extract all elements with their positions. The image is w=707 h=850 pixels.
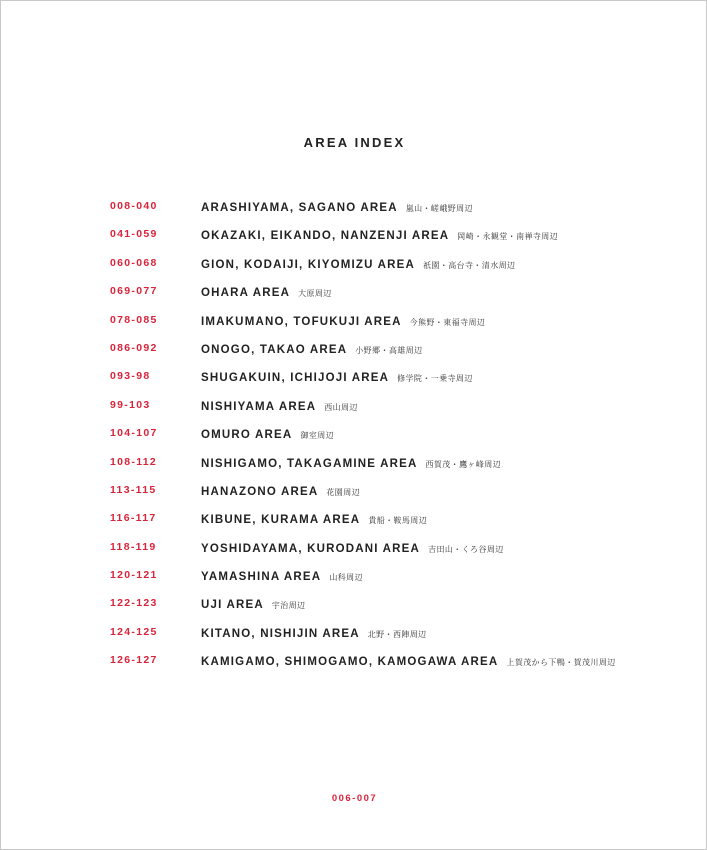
index-row [1, 624, 707, 652]
page-range: 060-068 [110, 256, 158, 269]
area-name: HANAZONO AREA [201, 485, 319, 498]
index-row [1, 482, 707, 510]
area-name: YOSHIDAYAMA, KURODANI AREA [201, 542, 421, 555]
page-range: 086-092 [110, 341, 158, 354]
area-entry [201, 425, 334, 443]
area-entry [201, 539, 504, 557]
area-japanese-name: 西山周辺 [324, 402, 358, 412]
page-range: 108-112 [110, 455, 158, 468]
area-name: NISHIGAMO, TAKAGAMINE AREA [201, 457, 418, 470]
area-japanese-name: 小野郷・高雄周辺 [355, 345, 423, 355]
area-name: KITANO, NISHIJIN AREA [201, 627, 360, 640]
index-row [1, 198, 707, 226]
area-entry [201, 652, 616, 670]
index-row [1, 340, 707, 368]
area-name: KIBUNE, KURAMA AREA [201, 514, 361, 527]
area-japanese-name: 上賀茂から下鴨・賀茂川周辺 [506, 658, 616, 668]
area-name: YAMASHINA AREA [201, 571, 322, 584]
area-entry [201, 397, 358, 415]
area-entry [201, 454, 501, 472]
page-range: 120-121 [110, 569, 158, 582]
area-japanese-name: 西賀茂・鷹ヶ峰周辺 [425, 459, 502, 469]
area-entry [201, 340, 422, 358]
page-range: 104-107 [110, 427, 158, 440]
index-row [1, 539, 707, 567]
area-japanese-name: 祇園・高台寺・清水周辺 [423, 260, 516, 270]
area-japanese-name: 嵐山・嵯峨野周辺 [405, 204, 473, 213]
area-name: ONOGO, TAKAO AREA [201, 343, 348, 356]
index-row [1, 425, 707, 453]
page-range: 116-117 [110, 512, 157, 525]
area-name: UJI AREA [201, 599, 264, 612]
index-row [1, 226, 707, 254]
area-name: OHARA AREA [201, 287, 291, 300]
page-range: 041-059 [110, 228, 158, 241]
area-name: SHUGAKUIN, ICHIJOJI AREA [201, 372, 390, 385]
page-number: 006-007 [331, 793, 378, 804]
area-name: OMURO AREA [201, 429, 293, 442]
index-row [1, 283, 707, 311]
page-range: 122-123 [110, 597, 158, 610]
index-row [1, 255, 707, 283]
area-index-list [1, 198, 707, 681]
area-entry [201, 312, 485, 330]
page-range: 078-085 [110, 313, 158, 326]
area-entry [201, 198, 473, 216]
area-japanese-name: 山科周辺 [329, 573, 363, 583]
index-row [1, 397, 707, 425]
page-range: 99-103 [110, 398, 151, 411]
area-name: IMAKUMANO, TOFUKUJI AREA [201, 315, 402, 328]
index-row [1, 567, 707, 595]
area-entry [201, 283, 332, 301]
area-japanese-name: 大原周辺 [298, 289, 332, 299]
index-row [1, 454, 707, 482]
area-name: OKAZAKI, EIKANDO, NANZENJI AREA [201, 230, 450, 243]
area-entry [201, 595, 305, 613]
area-name: KAMIGAMO, SHIMOGAMO, KAMOGAWA AREA [201, 656, 499, 669]
area-entry [201, 368, 473, 386]
page-title: AREA INDEX [303, 135, 406, 150]
area-name: NISHIYAMA AREA [201, 400, 317, 413]
area-entry [201, 624, 427, 642]
index-row [1, 595, 707, 623]
page-range: 113-115 [110, 483, 157, 496]
area-japanese-name: 御室周辺 [300, 431, 335, 441]
area-name: GION, KODAIJI, KIYOMIZU AREA [201, 258, 415, 271]
area-japanese-name: 貴船・鞍馬周辺 [368, 516, 428, 526]
area-japanese-name: 吉田山・くろ谷周辺 [428, 544, 504, 554]
page-range: 126-127 [110, 654, 158, 667]
page-range: 118-119 [110, 540, 157, 553]
page-range: 069-077 [110, 285, 158, 298]
area-name: ARASHIYAMA, SAGANO AREA [201, 202, 398, 214]
index-row [1, 510, 707, 538]
page-range: 124-125 [110, 625, 158, 638]
page-range: 008-040 [110, 200, 158, 212]
area-japanese-name: 花園周辺 [326, 487, 361, 497]
area-japanese-name: 宇治周辺 [271, 601, 306, 611]
area-entry [201, 510, 427, 528]
area-entry [201, 226, 558, 244]
area-japanese-name: 北野・西陣周辺 [367, 629, 427, 639]
area-entry [201, 255, 515, 273]
area-entry [201, 482, 360, 500]
index-row [1, 312, 707, 340]
area-entry [201, 567, 363, 585]
index-row [1, 652, 707, 680]
area-japanese-name: 岡崎・永観堂・南禅寺周辺 [457, 232, 559, 242]
area-japanese-name: 今熊野・東福寺周辺 [409, 317, 486, 327]
index-row [1, 368, 707, 396]
page-range: 093-98 [110, 370, 151, 383]
area-japanese-name: 修学院・一乗寺周辺 [397, 374, 473, 384]
